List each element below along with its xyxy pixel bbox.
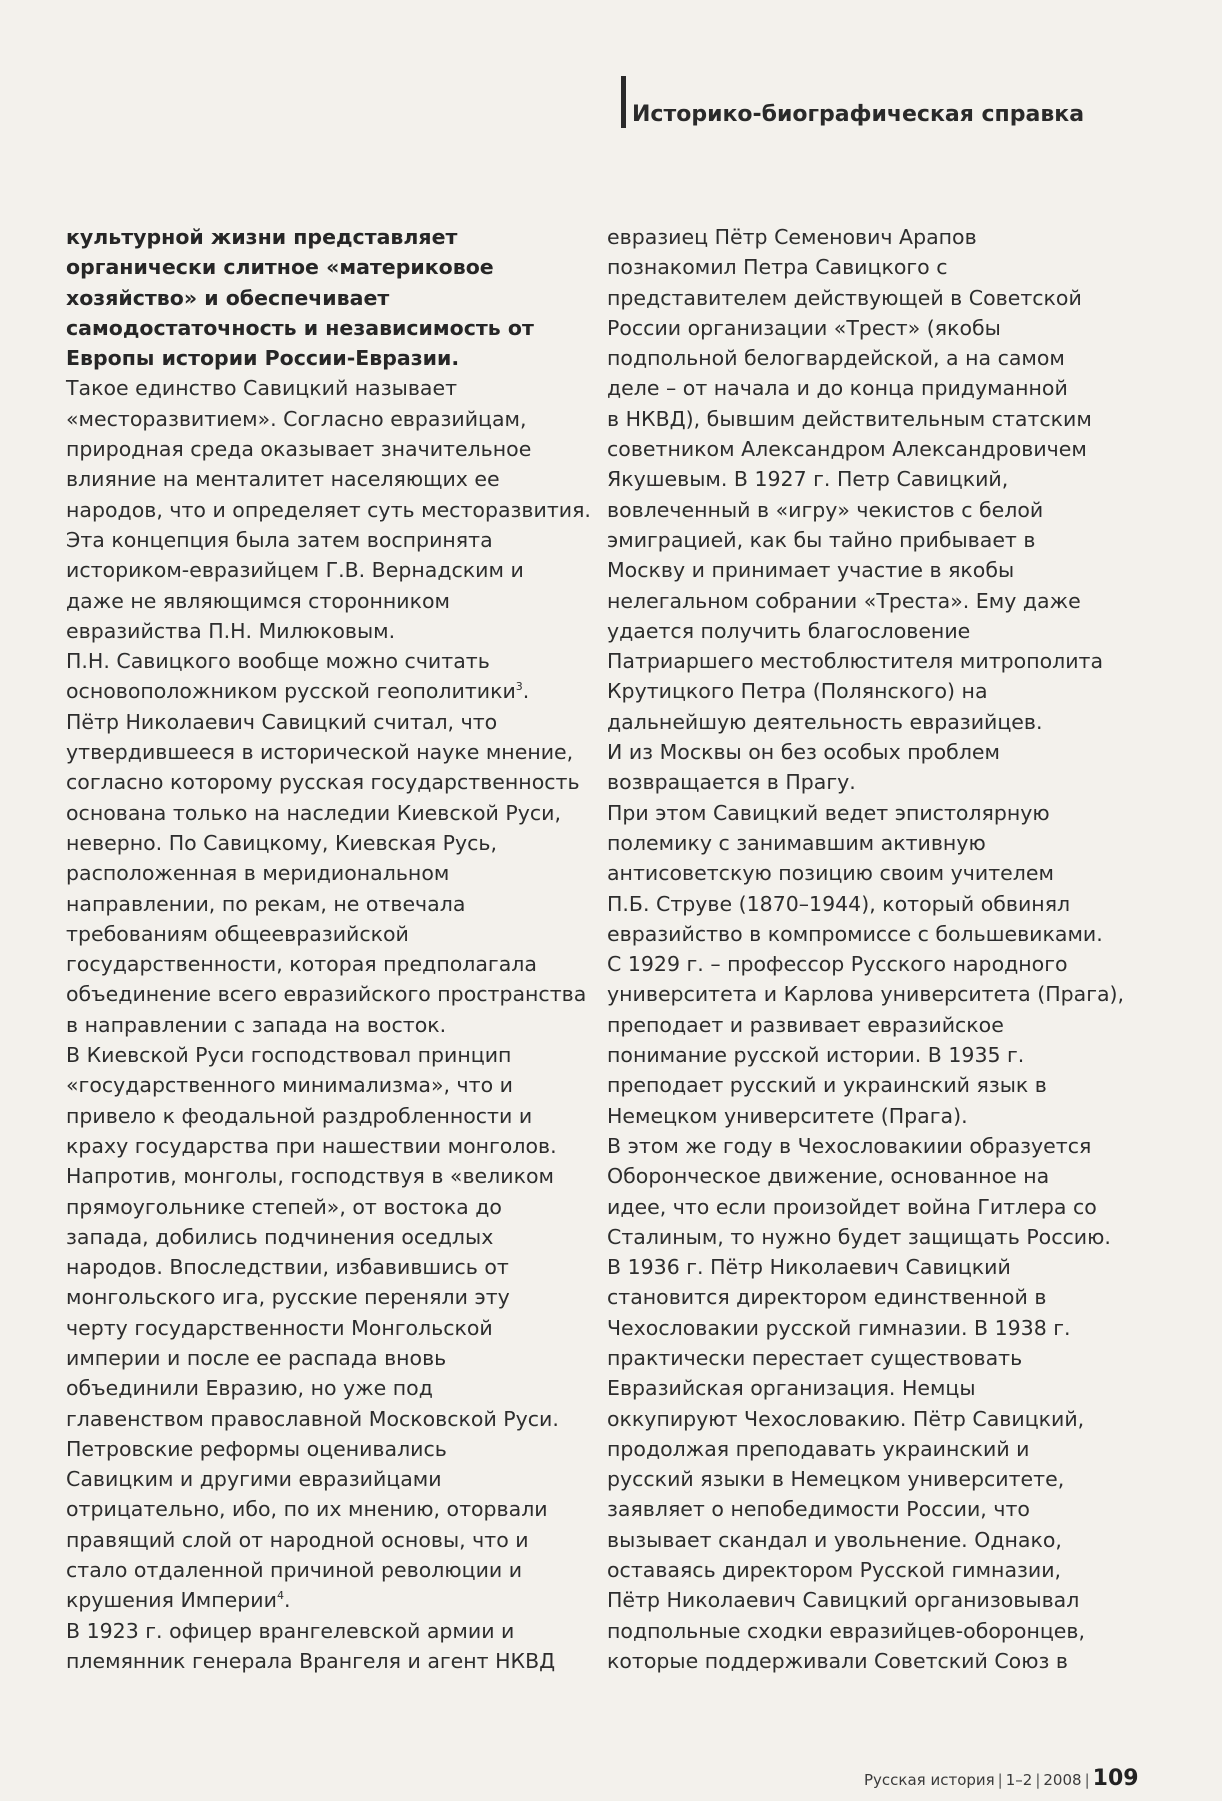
lead-line: Европы истории России-Евразии. <box>66 346 460 371</box>
footer-separator: | <box>997 1771 1003 1789</box>
text-line: евразиец Пётр Семенович Арапов <box>607 225 977 249</box>
section-title: Историко-биографическая справка <box>632 102 1085 127</box>
text-line: черту государственности Монгольской <box>66 1315 493 1340</box>
text-line: университета и Карлова университета (Прага), <box>607 982 1125 1007</box>
page-footer <box>864 1766 1139 1791</box>
text-line: Крутицкого Петра (Полянского) на <box>607 679 988 704</box>
text-line: Пётр Николаевич Савицкий считал, что <box>66 709 498 734</box>
text-line: советником Александром Александровичем <box>607 437 1087 462</box>
text-line: народов. Впоследствии, избавившись от <box>66 1255 509 1280</box>
lead-line: культурной жизни представляет <box>66 225 458 249</box>
text-line: империи и после ее распада вновь <box>66 1345 447 1370</box>
text-line: вызывает скандал и увольнение. Однако, <box>607 1527 1062 1552</box>
text-line: направлении, по рекам, не отвечала <box>66 891 466 916</box>
text-line: деле – от начала и до конца придуманной <box>607 376 1068 401</box>
text-line: основоположником русской геополитики$^3$. <box>66 679 530 704</box>
text-line: Напротив, монголы, господствуя в «великом <box>66 1164 554 1189</box>
text-line: представителем действующей в Советской <box>607 285 1082 310</box>
lead-line: самодостаточность и независимость от <box>66 315 534 340</box>
text-line: П.Б. Струве (1870–1944), который обвинял <box>607 891 1071 916</box>
text-line: основана только на наследии Киевской Руси, <box>66 800 561 825</box>
text-line: При этом Савицкий ведет эпистолярную <box>607 800 1050 825</box>
text-line: полемику с занимавшим активную <box>607 830 986 855</box>
text-line: которые поддерживали Советский Союз в <box>607 1648 1068 1673</box>
text-line: антисоветскую позицию своим учителем <box>607 861 1054 886</box>
text-line: Такое единство Савицкий называет <box>66 376 458 401</box>
text-line: Немецком университете (Прага). <box>607 1103 968 1128</box>
text-line: Эта концепция была затем воспринята <box>66 527 493 552</box>
issue-number: 1–2 <box>1005 1771 1033 1789</box>
text-line: Оборонческое движение, основанное на <box>607 1164 1050 1189</box>
text-line: П.Н. Савицкого вообще можно считать <box>66 649 490 674</box>
text-line: становится директором единственной в <box>607 1285 1047 1310</box>
text-line: подпольной белогвардейской, а на самом <box>607 346 1065 371</box>
footnote-marker: 4 <box>276 1589 284 1603</box>
text-line: привело к феодальной раздробленности и <box>66 1103 533 1128</box>
text-line: крушения Империи$^4$. <box>66 1588 291 1613</box>
text-line: объединили Евразию, но уже под <box>66 1376 433 1401</box>
text-line: неверно. По Савицкому, Киевская Русь, <box>66 830 497 855</box>
text-line: историком-евразийцем Г.В. Вернадским и <box>66 558 524 583</box>
text-line: Петровские реформы оценивались <box>66 1436 447 1461</box>
text-line: влияние на менталитет населяющих ее <box>66 467 500 492</box>
text-line: вовлеченный в «игру» чекистов с белой <box>607 497 1044 522</box>
text-line: заявляет о непобедимости России, что <box>607 1497 1030 1522</box>
text-line: идее, что если произойдет война Гитлера со <box>607 1194 1097 1219</box>
text-line: В Киевской Руси господствовал принцип <box>66 1043 512 1068</box>
text-line: преподает и развивает евразийское <box>607 1012 1004 1037</box>
text-line: дальнейшую деятельность евразийцев. <box>607 709 1043 734</box>
text-line: В 1923 г. офицер врангелевской армии и <box>66 1618 515 1643</box>
text-line: Москву и принимает участие в якобы <box>607 558 1015 583</box>
text-line: правящий слой от народной основы, что и <box>66 1527 529 1552</box>
text-line: Патриаршего местоблюстителя митрополита <box>607 649 1104 674</box>
text-line: России организации «Трест» (якобы <box>607 315 1001 340</box>
text-line: Савицким и другими евразийцами <box>66 1467 442 1492</box>
text-line: «государственного минимализма», что и <box>66 1073 513 1098</box>
footnote-marker: 3 <box>515 680 523 694</box>
text-line: объединение всего евразийского пространства <box>66 982 587 1007</box>
text-line: подпольные сходки евразийцев-оборонцев, <box>607 1618 1086 1643</box>
issue-year: 2008 <box>1043 1771 1082 1789</box>
text-line-content: крушения Империи <box>66 1588 277 1613</box>
text-line: понимание русской истории. В 1935 г. <box>607 1043 1025 1068</box>
text-line: государственности, которая предполагала <box>66 952 537 977</box>
text-line: в НКВД), бывшим действительным статским <box>607 406 1092 431</box>
text-line: стало отдаленной причиной революции и <box>66 1558 523 1583</box>
text-line: утвердившееся в исторической науке мнение, <box>66 740 574 765</box>
journal-name: Русская история <box>864 1771 995 1789</box>
text-line: природная среда оказывает значительное <box>66 437 532 462</box>
text-line: В этом же году в Чехословакиии образуется <box>607 1133 1092 1158</box>
page-number: 109 <box>1092 1766 1139 1791</box>
footer-separator: | <box>1035 1771 1041 1789</box>
text-line: расположенная в меридиональном <box>66 861 450 886</box>
text-line: познакомил Петра Савицкого с <box>607 255 948 280</box>
text-line: согласно которому русская государственность <box>66 770 580 795</box>
text-line: русский языки в Немецком университете, <box>607 1467 1065 1492</box>
text-line: нелегальном собрании «Треста». Ему даже <box>607 588 1081 613</box>
text-line: отрицательно, ибо, по их мнению, оторвали <box>66 1497 548 1522</box>
text-line: в направлении с запада на восток. <box>66 1012 447 1037</box>
header-bar <box>621 76 626 128</box>
text-line: краху государства при нашествии монголов. <box>66 1133 557 1158</box>
text-line: Евразийская организация. Немцы <box>607 1376 976 1401</box>
text-line: требованиям общеевразийской <box>66 921 409 946</box>
right-column <box>607 222 1127 1676</box>
text-line: Сталиным, то нужно будет защищать Россию. <box>607 1224 1111 1249</box>
text-line: евразийство в компромиссе с большевиками. <box>607 921 1103 946</box>
text-line: монгольского ига, русские переняли эту <box>66 1285 510 1310</box>
text-line: возвращается в Прагу. <box>607 770 856 795</box>
text-line: эмиграцией, как бы тайно прибывает в <box>607 527 1036 552</box>
lead-line: хозяйство» и обеспечивает <box>66 285 390 310</box>
text-line: В 1936 г. Пётр Николаевич Савицкий <box>607 1255 1011 1280</box>
text-line: главенством православной Московской Руси. <box>66 1406 559 1431</box>
text-line: «месторазвитием». Согласно евразийцам, <box>66 406 527 431</box>
text-line: народов, что и определяет суть месторазвития. <box>66 497 591 522</box>
text-line: прямоугольнике степей», от востока до <box>66 1194 502 1219</box>
text-line: евразийства П.Н. Милюковым. <box>66 618 396 643</box>
lead-line: органически слитное «материковое <box>66 255 494 280</box>
footer-separator: | <box>1084 1771 1090 1789</box>
text-line: Пётр Николаевич Савицкий организовывал <box>607 1588 1080 1613</box>
text-line: практически перестает существовать <box>607 1345 1023 1370</box>
text-line: И из Москвы он без особых проблем <box>607 740 1001 765</box>
text-line: С 1929 г. – профессор Русского народного <box>607 952 1068 977</box>
text-line: удается получить благословение <box>607 618 971 643</box>
text-line: даже не являющимся сторонником <box>66 588 451 613</box>
text-line: племянник генерала Врангеля и агент НКВД <box>66 1648 556 1673</box>
text-line: Якушевым. В 1927 г. Петр Савицкий, <box>607 467 1009 492</box>
text-line: оккупируют Чехословакию. Пётр Савицкий, <box>607 1406 1085 1431</box>
text-line: оставаясь директором Русской гимназии, <box>607 1558 1062 1583</box>
text-line: запада, добились подчинения оседлых <box>66 1224 494 1249</box>
section-header <box>621 72 1084 128</box>
text-line: преподает русский и украинский язык в <box>607 1073 1047 1098</box>
text-line-content: основоположником русской геополитики <box>66 679 516 704</box>
text-line: Чехословакии русской гимназии. В 1938 г. <box>607 1315 1071 1340</box>
text-line: продолжая преподавать украинский и <box>607 1436 1030 1461</box>
left-column <box>66 222 591 1676</box>
